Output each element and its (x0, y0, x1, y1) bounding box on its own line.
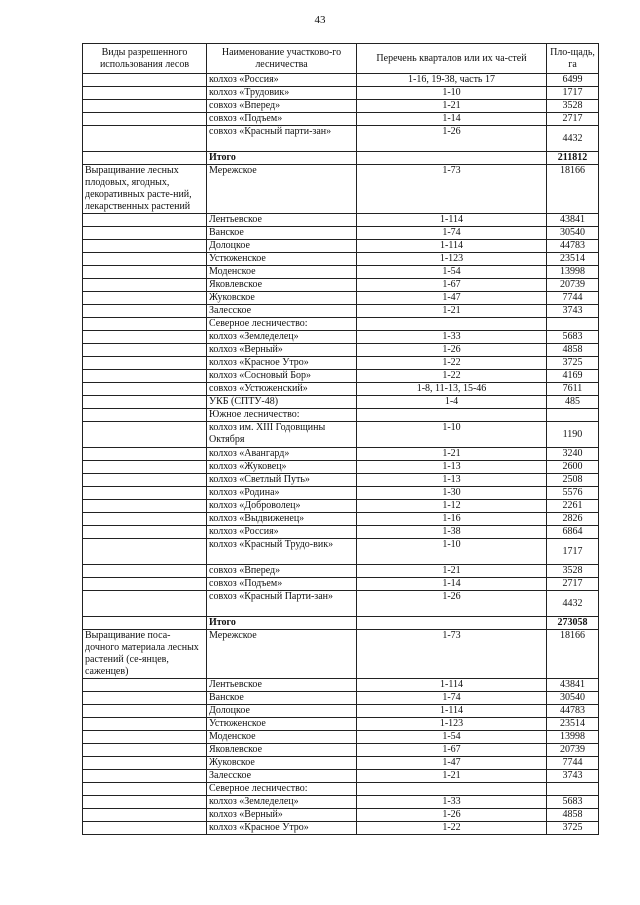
forestry-name-cell: колхоз «Сосновый Бор» (207, 370, 357, 383)
forestry-name-cell: колхоз «Красный Трудо-вик» (207, 539, 357, 565)
use-type-cell: Выращивание лесных плодовых, ягодных, декоративных расте-ний, лекарственных растений (83, 165, 207, 214)
quarters-cell: 1-16 (357, 513, 547, 526)
forestry-name-cell: Южное лесничество: (207, 409, 357, 422)
quarters-cell: 1-14 (357, 113, 547, 126)
quarters-cell: 1-74 (357, 692, 547, 705)
table-row (83, 214, 599, 227)
table-row (83, 578, 599, 591)
area-cell: 6499 (547, 74, 599, 87)
use-type-cell (83, 513, 207, 526)
area-cell: 2600 (547, 461, 599, 474)
forestry-name-cell: Долоцкое (207, 240, 357, 253)
quarters-cell: 1-38 (357, 526, 547, 539)
area-cell: 23514 (547, 718, 599, 731)
table-row (83, 809, 599, 822)
use-type-cell (83, 266, 207, 279)
forestry-name-cell: Моденское (207, 731, 357, 744)
area-cell: 5576 (547, 487, 599, 500)
table-row (83, 383, 599, 396)
area-cell: 7744 (547, 757, 599, 770)
forestry-name-cell: Залесское (207, 770, 357, 783)
table-row (83, 113, 599, 126)
table-row (83, 783, 599, 796)
area-cell: 3528 (547, 565, 599, 578)
use-type-cell (83, 565, 207, 578)
use-type-cell (83, 240, 207, 253)
use-type-cell (83, 318, 207, 331)
quarters-cell: 1-26 (357, 126, 547, 152)
area-cell: 30540 (547, 227, 599, 240)
table-row (83, 331, 599, 344)
quarters-cell: 1-22 (357, 370, 547, 383)
use-type-cell (83, 783, 207, 796)
area-cell: 4169 (547, 370, 599, 383)
area-cell: 3240 (547, 448, 599, 461)
quarters-cell (357, 152, 547, 165)
area-cell: 13998 (547, 266, 599, 279)
use-type-cell (83, 617, 207, 630)
area-cell: 5683 (547, 331, 599, 344)
area-cell: 18166 (547, 630, 599, 679)
use-type-cell (83, 461, 207, 474)
header-quarters: Перечень кварталов или их ча-стей (357, 44, 547, 74)
area-cell: 44783 (547, 705, 599, 718)
area-cell: 5683 (547, 796, 599, 809)
table-row (83, 526, 599, 539)
table-row (83, 591, 599, 617)
page-number: 43 (314, 14, 326, 26)
quarters-cell: 1-73 (357, 630, 547, 679)
quarters-cell: 1-10 (357, 87, 547, 100)
quarters-cell: 1-73 (357, 165, 547, 214)
forestry-name-cell: Итого (207, 617, 357, 630)
area-cell: 2508 (547, 474, 599, 487)
forestry-name-cell: колхоз «Трудовик» (207, 87, 357, 100)
quarters-cell: 1-12 (357, 500, 547, 513)
table-row (83, 679, 599, 692)
area-cell: 3725 (547, 822, 599, 835)
quarters-cell: 1-4 (357, 396, 547, 409)
use-type-cell (83, 305, 207, 318)
forestry-name-cell: Моденское (207, 266, 357, 279)
use-type-cell (83, 591, 207, 617)
use-type-cell (83, 500, 207, 513)
table-row (83, 796, 599, 809)
forestry-name-cell: колхоз «Светлый Путь» (207, 474, 357, 487)
forestry-name-cell: колхоз «Выдвиженец» (207, 513, 357, 526)
use-type-cell (83, 822, 207, 835)
quarters-cell: 1-54 (357, 731, 547, 744)
use-type-cell: Выращивание поса-дочного материала лесных растений (се-янцев, саженцев) (83, 630, 207, 679)
forestry-name-cell: Лентьевское (207, 214, 357, 227)
use-type-cell (83, 809, 207, 822)
use-type-cell (83, 126, 207, 152)
forestry-name-cell: Ванское (207, 692, 357, 705)
use-type-cell (83, 292, 207, 305)
forestry-name-cell: колхоз «Красное Утро» (207, 357, 357, 370)
forestry-name-cell: Итого (207, 152, 357, 165)
quarters-cell: 1-16, 19-38, часть 17 (357, 74, 547, 87)
table-row (83, 630, 599, 679)
use-type-cell (83, 578, 207, 591)
area-cell: 1717 (547, 87, 599, 100)
quarters-cell: 1-13 (357, 461, 547, 474)
use-type-cell (83, 757, 207, 770)
area-cell: 4432 (547, 591, 599, 617)
table-row (83, 448, 599, 461)
table-row (83, 822, 599, 835)
quarters-cell: 1-21 (357, 565, 547, 578)
area-cell: 43841 (547, 679, 599, 692)
area-cell (547, 409, 599, 422)
area-cell: 43841 (547, 214, 599, 227)
forestry-name-cell: Мережское (207, 165, 357, 214)
table-row (83, 279, 599, 292)
table-row (83, 344, 599, 357)
table-row (83, 539, 599, 565)
table-row (83, 757, 599, 770)
area-cell: 211812 (547, 152, 599, 165)
use-type-cell (83, 692, 207, 705)
area-cell: 485 (547, 396, 599, 409)
use-type-cell (83, 214, 207, 227)
forestry-name-cell: колхоз «Верный» (207, 344, 357, 357)
use-type-cell (83, 87, 207, 100)
forestry-name-cell: Жуковское (207, 292, 357, 305)
use-type-cell (83, 679, 207, 692)
forestry-name-cell: Ванское (207, 227, 357, 240)
quarters-cell: 1-14 (357, 578, 547, 591)
table-row (83, 422, 599, 448)
forestry-name-cell: колхоз «Доброволец» (207, 500, 357, 513)
area-cell: 18166 (547, 165, 599, 214)
quarters-cell: 1-114 (357, 679, 547, 692)
table-row (83, 357, 599, 370)
table-row (83, 266, 599, 279)
forestry-name-cell: Устюженское (207, 718, 357, 731)
use-type-cell (83, 279, 207, 292)
header-row (83, 44, 599, 74)
forestry-name-cell: колхоз им. XIII Годовщины Октября (207, 422, 357, 448)
quarters-cell: 1-8, 11-13, 15-46 (357, 383, 547, 396)
area-cell: 3528 (547, 100, 599, 113)
forestry-name-cell: Яковлевское (207, 744, 357, 757)
table-row (83, 253, 599, 266)
use-type-cell (83, 770, 207, 783)
area-cell: 2717 (547, 113, 599, 126)
use-type-cell (83, 370, 207, 383)
quarters-cell: 1-13 (357, 474, 547, 487)
table-row (83, 396, 599, 409)
use-type-cell (83, 409, 207, 422)
use-type-cell (83, 744, 207, 757)
table-row (83, 731, 599, 744)
forestry-name-cell: Залесское (207, 305, 357, 318)
forestry-name-cell: Устюженское (207, 253, 357, 266)
table-row (83, 370, 599, 383)
table-row (83, 305, 599, 318)
quarters-cell: 1-21 (357, 448, 547, 461)
area-cell: 20739 (547, 744, 599, 757)
quarters-cell: 1-47 (357, 292, 547, 305)
use-type-cell (83, 796, 207, 809)
table-row (83, 87, 599, 100)
area-cell: 3743 (547, 305, 599, 318)
quarters-cell: 1-10 (357, 539, 547, 565)
area-cell (547, 783, 599, 796)
quarters-cell (357, 318, 547, 331)
forestry-name-cell: совхоз «Вперед» (207, 100, 357, 113)
table-row (83, 565, 599, 578)
area-cell: 4858 (547, 344, 599, 357)
quarters-cell: 1-114 (357, 214, 547, 227)
forestry-name-cell: Яковлевское (207, 279, 357, 292)
header-name: Наименование участково-го лесничества (207, 44, 357, 74)
quarters-cell: 1-33 (357, 796, 547, 809)
forestry-name-cell: колхоз «Земледелец» (207, 331, 357, 344)
table-row (83, 461, 599, 474)
use-type-cell (83, 731, 207, 744)
quarters-cell (357, 617, 547, 630)
use-type-cell (83, 487, 207, 500)
use-type-cell (83, 526, 207, 539)
area-cell (547, 318, 599, 331)
table-row (83, 770, 599, 783)
forestry-name-cell: колхоз «Земледелец» (207, 796, 357, 809)
use-type-cell (83, 705, 207, 718)
table-row (83, 513, 599, 526)
quarters-cell: 1-47 (357, 757, 547, 770)
forestry-name-cell: совхоз «Устюженский» (207, 383, 357, 396)
forestry-name-cell: колхоз «Авангард» (207, 448, 357, 461)
forestry-name-cell: Лентьевское (207, 679, 357, 692)
forestry-name-cell: колхоз «Верный» (207, 809, 357, 822)
table-row (83, 474, 599, 487)
table-body (83, 74, 599, 835)
quarters-cell: 1-33 (357, 331, 547, 344)
forestry-name-cell: совхоз «Красный Парти-зан» (207, 591, 357, 617)
use-type-cell (83, 331, 207, 344)
forestry-name-cell: колхоз «Россия» (207, 526, 357, 539)
use-type-cell (83, 113, 207, 126)
quarters-cell: 1-10 (357, 422, 547, 448)
quarters-cell (357, 783, 547, 796)
forestry-name-cell: Жуковское (207, 757, 357, 770)
forestry-name-cell: колхоз «Красное Утро» (207, 822, 357, 835)
area-cell: 7611 (547, 383, 599, 396)
quarters-cell: 1-123 (357, 718, 547, 731)
table-row (83, 500, 599, 513)
quarters-cell: 1-67 (357, 279, 547, 292)
use-type-cell (83, 357, 207, 370)
forest-use-table (82, 43, 599, 835)
use-type-cell (83, 539, 207, 565)
table-row (83, 718, 599, 731)
quarters-cell: 1-114 (357, 705, 547, 718)
table-row (83, 100, 599, 113)
table-row (83, 227, 599, 240)
area-cell: 273058 (547, 617, 599, 630)
quarters-cell: 1-26 (357, 344, 547, 357)
area-cell: 1190 (547, 422, 599, 448)
quarters-cell: 1-123 (357, 253, 547, 266)
quarters-cell: 1-21 (357, 305, 547, 318)
area-cell: 3725 (547, 357, 599, 370)
quarters-cell: 1-21 (357, 100, 547, 113)
quarters-cell (357, 409, 547, 422)
area-cell: 4432 (547, 126, 599, 152)
total-row (83, 617, 599, 630)
quarters-cell: 1-26 (357, 591, 547, 617)
quarters-cell: 1-74 (357, 227, 547, 240)
use-type-cell (83, 422, 207, 448)
forestry-name-cell: колхоз «Жуковец» (207, 461, 357, 474)
table-row (83, 744, 599, 757)
area-cell: 1717 (547, 539, 599, 565)
area-cell: 3743 (547, 770, 599, 783)
area-cell: 2261 (547, 500, 599, 513)
area-cell: 13998 (547, 731, 599, 744)
quarters-cell: 1-30 (357, 487, 547, 500)
quarters-cell: 1-54 (357, 266, 547, 279)
quarters-cell: 1-114 (357, 240, 547, 253)
area-cell: 20739 (547, 279, 599, 292)
table-row (83, 409, 599, 422)
quarters-cell: 1-22 (357, 822, 547, 835)
quarters-cell: 1-22 (357, 357, 547, 370)
area-cell: 7744 (547, 292, 599, 305)
forestry-name-cell: Мережское (207, 630, 357, 679)
quarters-cell: 1-21 (357, 770, 547, 783)
area-cell: 2717 (547, 578, 599, 591)
forestry-name-cell: колхоз «Родина» (207, 487, 357, 500)
quarters-cell: 1-67 (357, 744, 547, 757)
table-row (83, 318, 599, 331)
table-header (83, 44, 599, 74)
use-type-cell (83, 396, 207, 409)
forestry-name-cell: совхоз «Вперед» (207, 565, 357, 578)
use-type-cell (83, 448, 207, 461)
table-row (83, 692, 599, 705)
forestry-name-cell: совхоз «Подъем» (207, 578, 357, 591)
use-type-cell (83, 74, 207, 87)
area-cell: 44783 (547, 240, 599, 253)
table-row (83, 165, 599, 214)
area-cell: 30540 (547, 692, 599, 705)
use-type-cell (83, 718, 207, 731)
area-cell: 23514 (547, 253, 599, 266)
use-type-cell (83, 474, 207, 487)
forestry-name-cell: Северное лесничество: (207, 318, 357, 331)
use-type-cell (83, 253, 207, 266)
forestry-name-cell: Северное лесничество: (207, 783, 357, 796)
forestry-name-cell: Долоцкое (207, 705, 357, 718)
area-cell: 2826 (547, 513, 599, 526)
area-cell: 6864 (547, 526, 599, 539)
use-type-cell (83, 152, 207, 165)
table-row (83, 240, 599, 253)
use-type-cell (83, 383, 207, 396)
table-row (83, 487, 599, 500)
use-type-cell (83, 100, 207, 113)
table-row (83, 126, 599, 152)
quarters-cell: 1-26 (357, 809, 547, 822)
area-cell: 4858 (547, 809, 599, 822)
header-use: Виды разрешенного использования лесов (83, 44, 207, 74)
total-row (83, 152, 599, 165)
use-type-cell (83, 344, 207, 357)
table-row (83, 292, 599, 305)
table-row (83, 74, 599, 87)
forestry-name-cell: совхоз «Подъем» (207, 113, 357, 126)
use-type-cell (83, 227, 207, 240)
header-area: Пло-щадь, га (547, 44, 599, 74)
table-row (83, 705, 599, 718)
forestry-name-cell: колхоз «Россия» (207, 74, 357, 87)
forestry-name-cell: совхоз «Красный парти-зан» (207, 126, 357, 152)
forestry-name-cell: УКБ (СПТУ-48) (207, 396, 357, 409)
